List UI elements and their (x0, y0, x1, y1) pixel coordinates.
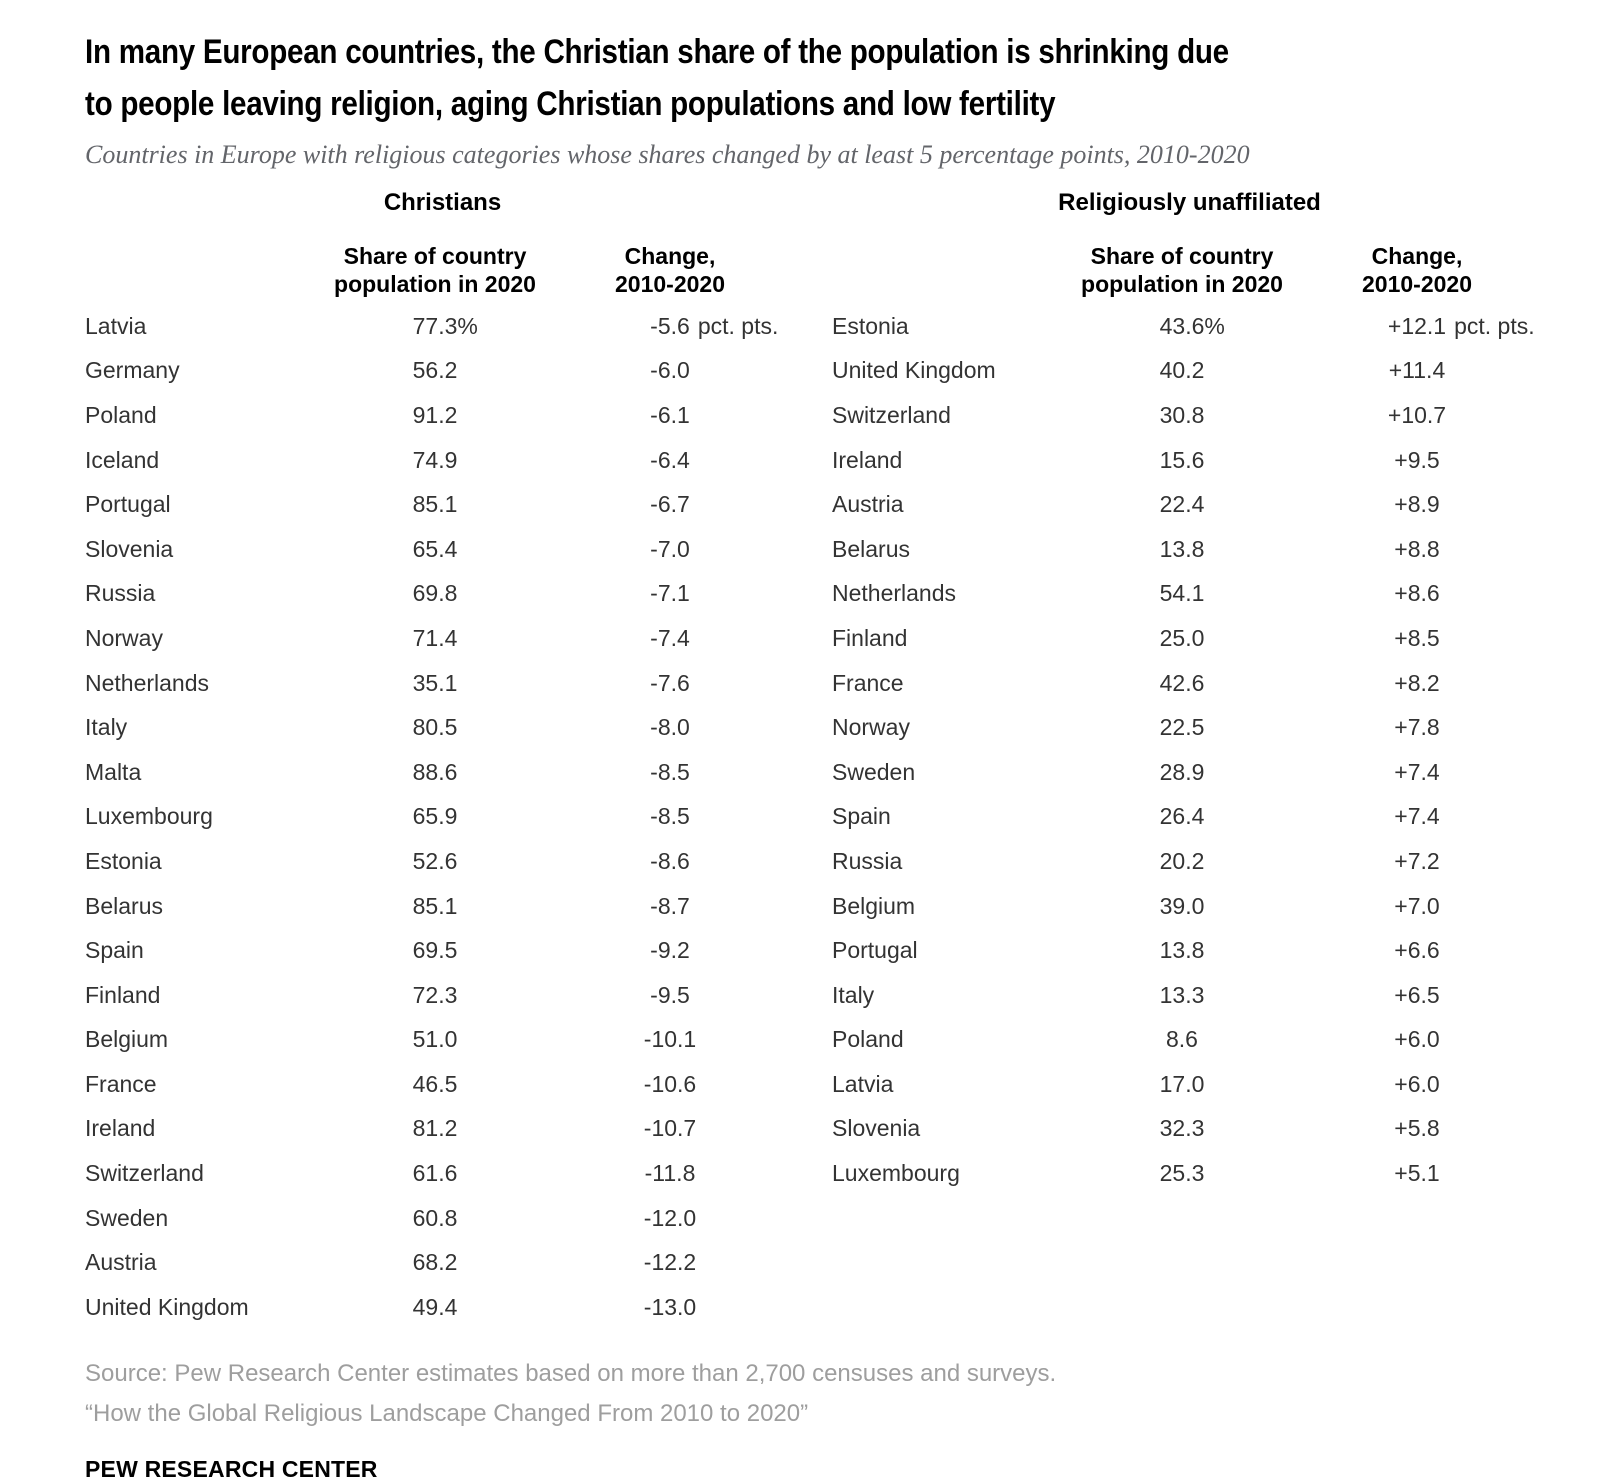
country-label: United Kingdom (85, 1293, 249, 1320)
country-label: Luxembourg (832, 1160, 960, 1187)
country-label: Russia (832, 847, 903, 874)
country-label: Iceland (85, 446, 160, 473)
page-title (85, 26, 1515, 130)
share-value: 60.8 (412, 1204, 458, 1231)
share-value: 8.6 (1166, 1026, 1198, 1053)
country-label: Belarus (832, 535, 910, 562)
country-label: Portugal (832, 937, 918, 964)
figure-subtitle: Countries in Europe with religious categories whose shares changed by at least 5 percentage points, 2010-2020 (85, 140, 1250, 169)
country-label: Italy (85, 714, 128, 741)
brand: PEW RESEARCH CENTER (85, 1455, 378, 1482)
share-column-header: Share of country population in 2020 (1081, 243, 1283, 297)
table-row (832, 750, 1547, 795)
change-value: -9.2 (650, 937, 690, 964)
table-row (832, 1107, 1547, 1152)
value-suffix: pct. pts. (697, 312, 779, 339)
country-label: France (832, 669, 904, 696)
table-row (85, 661, 800, 706)
share-value: 56.2 (412, 357, 458, 384)
change-value: +8.9 (1394, 491, 1440, 518)
change-value: -6.1 (650, 401, 690, 428)
group-header-christians: Christians (383, 189, 502, 216)
comparison-tables (85, 188, 1535, 1344)
table-body-unaffiliated (832, 304, 1547, 1196)
share-value: 13.3 (1159, 981, 1205, 1008)
share-value: 88.6 (412, 758, 458, 785)
country-label: Sweden (85, 1204, 169, 1231)
change-value: -7.0 (650, 535, 690, 562)
share-value: 91.2 (412, 401, 458, 428)
country-label: Latvia (832, 1070, 894, 1097)
country-label: Latvia (85, 312, 147, 339)
change-value: +7.4 (1394, 803, 1440, 830)
share-value: 17.0 (1159, 1070, 1205, 1097)
change-value: +10.7 (1387, 401, 1447, 428)
table-row (85, 795, 800, 840)
table-row (832, 438, 1547, 483)
table-row (832, 839, 1547, 884)
change-value: -5.6 pct. pts. (650, 312, 779, 339)
unaffiliated-table (816, 188, 1547, 1344)
country-label: Estonia (85, 847, 162, 874)
share-value: 61.6 (412, 1160, 458, 1187)
change-value: +6.6 (1394, 937, 1440, 964)
table-row (832, 705, 1547, 750)
table-row (85, 1151, 800, 1196)
share-value: 39.0 (1159, 892, 1205, 919)
change-value: +8.6 (1394, 580, 1440, 607)
country-label: Estonia (832, 312, 909, 339)
country-label: Italy (832, 981, 875, 1008)
table-row (85, 973, 800, 1018)
table-row (85, 349, 800, 394)
change-value: +5.1 (1394, 1160, 1440, 1187)
change-value: -10.6 (643, 1070, 697, 1097)
share-value: 26.4 (1159, 803, 1205, 830)
table-row (832, 572, 1547, 617)
change-value: -10.7 (643, 1115, 697, 1142)
change-value: +6.0 (1394, 1070, 1440, 1097)
change-value: -13.0 (643, 1293, 697, 1320)
change-value: -10.1 (643, 1026, 697, 1053)
title-line-1: In many European countries, the Christian share of the population is shrinking due (85, 33, 1229, 71)
country-label: Poland (85, 401, 157, 428)
country-label: Norway (832, 714, 910, 741)
country-label: Netherlands (85, 669, 210, 696)
change-value: -8.7 (650, 892, 690, 919)
change-value: -8.5 (650, 758, 690, 785)
country-label: France (85, 1070, 157, 1097)
change-value: -8.6 (650, 847, 690, 874)
share-value: 22.4 (1159, 491, 1205, 518)
country-label: Portugal (85, 491, 171, 518)
country-label: Switzerland (832, 401, 951, 428)
share-value: 13.8 (1159, 937, 1205, 964)
table-row (832, 393, 1547, 438)
table-row (85, 705, 800, 750)
table-row (832, 349, 1547, 394)
christians-table (85, 188, 816, 1344)
country-label: Spain (85, 937, 144, 964)
share-value: 25.3 (1159, 1160, 1205, 1187)
share-value: 54.1 (1159, 580, 1205, 607)
change-value: +7.0 (1394, 892, 1440, 919)
table-row (85, 527, 800, 572)
country-label: Luxembourg (85, 803, 213, 830)
change-value: -12.2 (643, 1249, 697, 1276)
table-row (832, 928, 1547, 973)
change-value: -7.1 (650, 580, 690, 607)
share-value: 49.4 (412, 1293, 458, 1320)
table-row (832, 616, 1547, 661)
table-body-christians (85, 304, 800, 1330)
table-row (85, 839, 800, 884)
share-value: 43.6 % (1159, 312, 1225, 339)
table-row (85, 482, 800, 527)
table-row (832, 795, 1547, 840)
change-column-header: Change, 2010-2020 (1362, 243, 1472, 297)
table-row (832, 482, 1547, 527)
share-value: 65.4 (412, 535, 458, 562)
change-value: +9.5 (1394, 446, 1440, 473)
table-row (85, 616, 800, 661)
country-label: United Kingdom (832, 357, 996, 384)
share-value: 40.2 (1159, 357, 1205, 384)
change-value: -9.5 (650, 981, 690, 1008)
share-value: 69.8 (412, 580, 458, 607)
change-value: +7.4 (1394, 758, 1440, 785)
share-value: 28.9 (1159, 758, 1205, 785)
table-row (85, 438, 800, 483)
group-header-unaffiliated: Religiously unaffiliated (1058, 189, 1321, 216)
column-headers-christians (85, 242, 800, 298)
source-note-line1: Source: Pew Research Center estimates based on more than 2,700 censuses and surveys. (85, 1359, 1057, 1387)
country-label: Germany (85, 357, 180, 384)
share-value: 65.9 (412, 803, 458, 830)
table-row (85, 750, 800, 795)
change-value: -7.4 (650, 624, 690, 651)
country-label: Finland (832, 624, 908, 651)
table-row (85, 1107, 800, 1152)
change-value: +7.8 (1394, 714, 1440, 741)
change-value: +7.2 (1394, 847, 1440, 874)
share-value: 68.2 (412, 1249, 458, 1276)
table-row (85, 572, 800, 617)
share-column-header: Share of country population in 2020 (334, 243, 536, 297)
value-suffix: % (457, 312, 478, 339)
table-row (85, 1062, 800, 1107)
share-value: 80.5 (412, 714, 458, 741)
share-value: 25.0 (1159, 624, 1205, 651)
country-label: Finland (85, 981, 161, 1008)
table-row (85, 928, 800, 973)
table-row (85, 1196, 800, 1241)
share-value: 42.6 (1159, 669, 1205, 696)
country-label: Russia (85, 580, 156, 607)
table-row (85, 884, 800, 929)
country-label: Norway (85, 624, 163, 651)
source-note-line2: “How the Global Religious Landscape Changed From 2010 to 2020” (85, 1399, 809, 1427)
change-value: +11.4 (1388, 357, 1446, 384)
change-value: -8.0 (650, 714, 690, 741)
share-value: 20.2 (1159, 847, 1205, 874)
table-row (85, 1018, 800, 1063)
country-label: Spain (832, 803, 891, 830)
title-line-2: to people leaving religion, aging Christian populations and low fertility (85, 85, 1056, 123)
change-column-header: Change, 2010-2020 (615, 243, 725, 297)
change-value: -6.4 (650, 446, 690, 473)
change-value: -12.0 (643, 1204, 697, 1231)
share-value: 32.3 (1159, 1115, 1205, 1142)
share-value: 46.5 (412, 1070, 458, 1097)
value-suffix: % (1204, 312, 1225, 339)
share-value: 30.8 (1159, 401, 1205, 428)
share-value: 85.1 (412, 491, 458, 518)
country-label: Austria (832, 491, 904, 518)
share-value: 35.1 (412, 669, 458, 696)
table-row (85, 304, 800, 349)
table-row (85, 1285, 800, 1330)
table-row (85, 1240, 800, 1285)
value-suffix: pct. pts. (1454, 312, 1535, 339)
table-row (832, 973, 1547, 1018)
country-label: Poland (832, 1026, 904, 1053)
share-value: 13.8 (1159, 535, 1205, 562)
change-value: -8.5 (650, 803, 690, 830)
share-value: 52.6 (412, 847, 458, 874)
share-value: 71.4 (412, 624, 458, 651)
table-row (832, 661, 1547, 706)
change-value: -7.6 (650, 669, 690, 696)
share-value: 74.9 (412, 446, 458, 473)
share-value: 85.1 (412, 892, 458, 919)
share-value: 81.2 (412, 1115, 458, 1142)
table-row (832, 1018, 1547, 1063)
change-value: -11.8 (644, 1160, 696, 1187)
table-row (832, 1151, 1547, 1196)
country-label: Malta (85, 758, 142, 785)
country-label: Switzerland (85, 1160, 204, 1187)
country-label: Ireland (85, 1115, 156, 1142)
column-headers-unaffiliated (832, 242, 1547, 298)
country-label: Netherlands (832, 580, 957, 607)
change-value: -6.7 (650, 491, 690, 518)
share-value: 72.3 (412, 981, 458, 1008)
change-value: +8.8 (1394, 535, 1440, 562)
share-value: 69.5 (412, 937, 458, 964)
country-label: Belarus (85, 892, 163, 919)
country-label: Belgium (832, 892, 916, 919)
country-label: Slovenia (832, 1115, 921, 1142)
change-value: +8.5 (1394, 624, 1440, 651)
change-value: +5.8 (1394, 1115, 1440, 1142)
country-label: Sweden (832, 758, 916, 785)
share-value: 77.3 % (412, 312, 478, 339)
country-label: Belgium (85, 1026, 169, 1053)
table-row (832, 527, 1547, 572)
table-row (832, 304, 1547, 349)
change-value: +12.1 pct. pts. (1387, 312, 1535, 339)
country-label: Austria (85, 1249, 157, 1276)
table-row (832, 1062, 1547, 1107)
country-label: Slovenia (85, 535, 174, 562)
share-value: 22.5 (1159, 714, 1205, 741)
country-label: Ireland (832, 446, 903, 473)
share-value: 15.6 (1159, 446, 1205, 473)
change-value: +8.2 (1394, 669, 1440, 696)
table-row (832, 884, 1547, 929)
change-value: +6.5 (1394, 981, 1440, 1008)
table-row (85, 393, 800, 438)
share-value: 51.0 (412, 1026, 458, 1053)
change-value: +6.0 (1394, 1026, 1440, 1053)
change-value: -6.0 (650, 357, 690, 384)
